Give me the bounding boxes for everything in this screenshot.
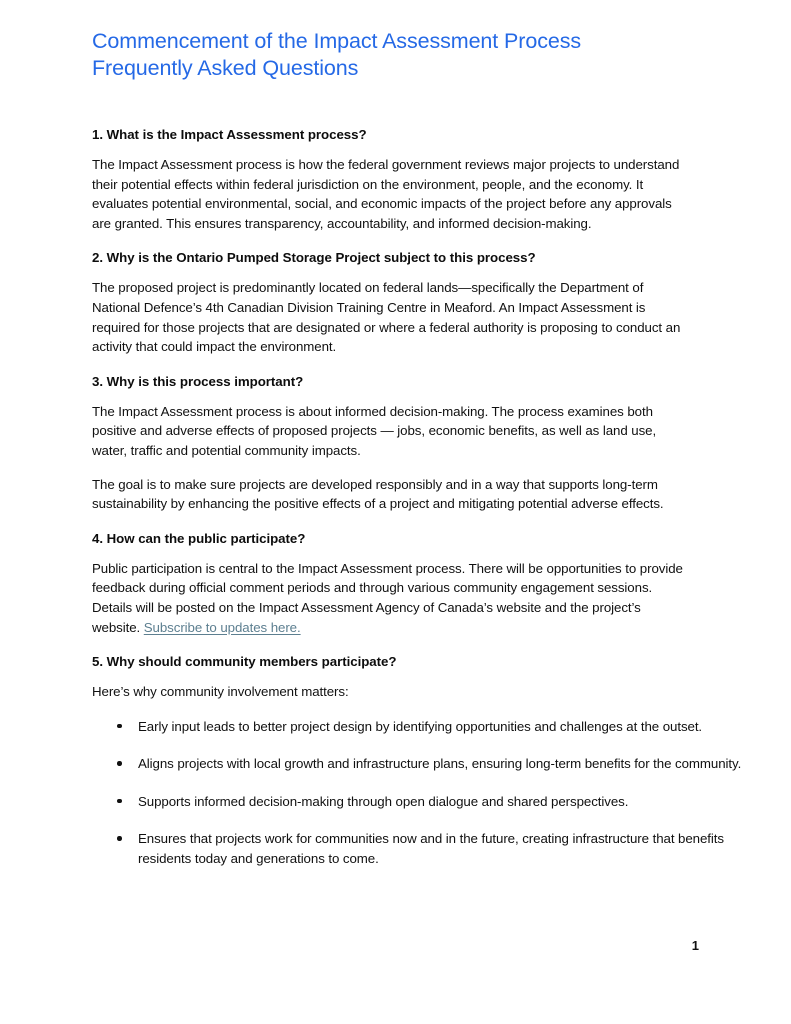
faq-heading-4: 4. How can the public participate? [92,530,306,546]
list-item-text: Ensures that projects work for communities now and in the future, creating infrastructure that benefits residents today and generations to come. [138,831,724,867]
faq-paragraph-4-1 [92,559,684,637]
document-title-line-2: Frequently Asked Questions [92,55,359,80]
faq-section-4 [92,530,699,637]
list-item-text: Supports informed decision-making through open dialogue and shared perspectives. [138,793,629,809]
faq-heading-2: 2. Why is the Ontario Pumped Storage Project subject to this process? [92,250,536,266]
faq-section-2 [92,249,699,356]
faq-heading-5: 5. Why should community members participate? [92,654,397,670]
list-item [92,792,742,812]
subscribe-updates-link[interactable]: Subscribe to updates here. [143,619,301,635]
list-item [92,717,742,737]
document-title-line-1: Commencement of the Impact Assessment Process [92,29,582,53]
faq-section-1 [92,126,699,233]
bullet-dot-icon [117,799,122,804]
bullet-dot-icon [117,836,122,841]
page-number: 1 [691,938,699,953]
bullet-dot-icon [117,724,122,729]
faq-bullet-list [92,717,742,869]
faq-section-5 [92,653,742,869]
bullet-dot-icon [117,761,122,766]
faq-heading-1: 1. What is the Impact Assessment process? [92,127,367,142]
list-item-text: Aligns projects with local growth and infrastructure plans, ensuring long-term benefits for the community. [138,756,742,772]
faq-paragraph-2-1: The proposed project is predominantly located on federal lands—specifically the Department of National Defence’s 4th Canadian Division Training Centre in Meaford. An Impact Assessment is required for those projects that are designated or where a federal authority is proposing to conduct an activity that could impact the environment. [92,280,681,355]
list-item [92,829,742,868]
faq-intro-5: Here’s why community involvement matters: [92,684,349,700]
document-title [92,22,692,81]
list-item-text: Early input leads to better project design by identifying opportunities and challenges at the outset. [138,718,703,734]
faq-paragraph-4-text: Public participation is central to the Impact Assessment process. There will be opportunities to provide feedback during official comment periods and through various community engagement sessions. Details will be posted on the Impact Assessment Agency of Canada’s website and the project’s website. [92,560,683,635]
faq-section-3 [92,373,699,514]
faq-heading-3: 3. Why is this process important? [92,373,304,389]
faq-paragraph-3-2: The goal is to make sure projects are developed responsibly and in a way that supports long-term sustainability by enhancing the positive effects of a project and mitigating potential adverse effects. [92,476,664,512]
faq-paragraph-1-1: The Impact Assessment process is how the federal government reviews major projects to understand their potential effects within federal jurisdiction on the environment, people, and the economy. It evaluates potential environmental, social, and economic impacts of the project before any approvals are granted. This ensures transparency, accountability, and informed decision-making. [92,157,680,231]
list-item [92,754,742,774]
faq-paragraph-3-1: The Impact Assessment process is about informed decision-making. The process examines both positive and adverse effects of proposed projects — jobs, economic benefits, as well as land use, water, traffic and potential community impacts. [92,403,657,458]
